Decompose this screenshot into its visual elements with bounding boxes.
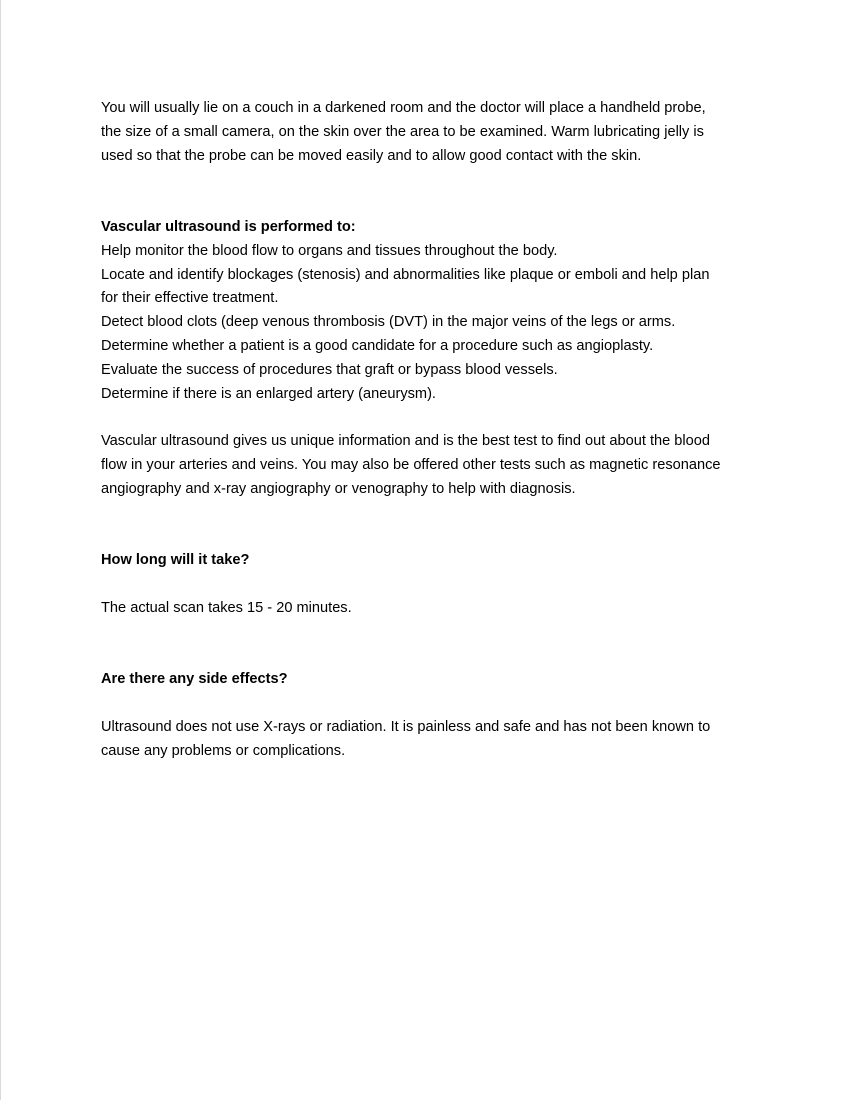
spacer — [101, 621, 761, 669]
intro-line: the size of a small camera, on the skin over the area to be examined. Warm lubricating jelly is — [101, 123, 704, 140]
spacer — [101, 406, 761, 430]
purpose-section — [101, 216, 761, 406]
side-effects-paragraph — [101, 716, 761, 764]
spacer — [101, 502, 761, 550]
side-effects-line: cause any problems or complications. — [101, 742, 346, 759]
duration-heading: How long will it take? — [101, 552, 250, 569]
side-effects-line: Ultrasound does not use X-rays or radiation. It is painless and safe and has not been known to — [101, 718, 711, 735]
spacer — [101, 168, 761, 216]
duration-text: The actual scan takes 15 - 20 minutes. — [101, 599, 352, 616]
side-effects-heading-paragraph — [101, 668, 761, 692]
purpose-item: Help monitor the blood flow to organs and tissues throughout the body. — [101, 242, 558, 259]
purpose-item: Detect blood clots (deep venous thrombosis (DVT) in the major veins of the legs or arms. — [101, 314, 676, 331]
spacer — [101, 692, 761, 716]
purpose-item: Determine whether a patient is a good candidate for a procedure such as angioplasty. — [101, 337, 654, 354]
purpose-item: Evaluate the success of procedures that graft or bypass blood vessels. — [101, 361, 558, 378]
duration-paragraph — [101, 597, 761, 621]
info-line: Vascular ultrasound gives us unique information and is the best test to find out about the blood — [101, 433, 711, 450]
spacer — [101, 573, 761, 597]
info-paragraph — [101, 430, 761, 501]
purpose-heading: Vascular ultrasound is performed to: — [101, 218, 356, 235]
purpose-item: for their effective treatment. — [101, 290, 279, 307]
info-line: flow in your arteries and veins. You may also be offered other tests such as magnetic resonance — [101, 456, 721, 473]
purpose-item: Locate and identify blockages (stenosis) and abnormalities like plaque or emboli and help plan — [101, 266, 710, 283]
purpose-item: Determine if there is an enlarged artery (aneurysm). — [101, 385, 436, 402]
side-effects-heading: Are there any side effects? — [101, 671, 288, 688]
intro-paragraph — [101, 97, 761, 168]
document-body — [101, 97, 761, 763]
intro-line: You will usually lie on a couch in a darkened room and the doctor will place a handheld probe, — [101, 100, 706, 116]
duration-heading-paragraph — [101, 549, 761, 573]
info-line: angiography and x-ray angiography or venography to help with diagnosis. — [101, 480, 576, 497]
intro-line: used so that the probe can be moved easily and to allow good contact with the skin. — [101, 147, 642, 164]
